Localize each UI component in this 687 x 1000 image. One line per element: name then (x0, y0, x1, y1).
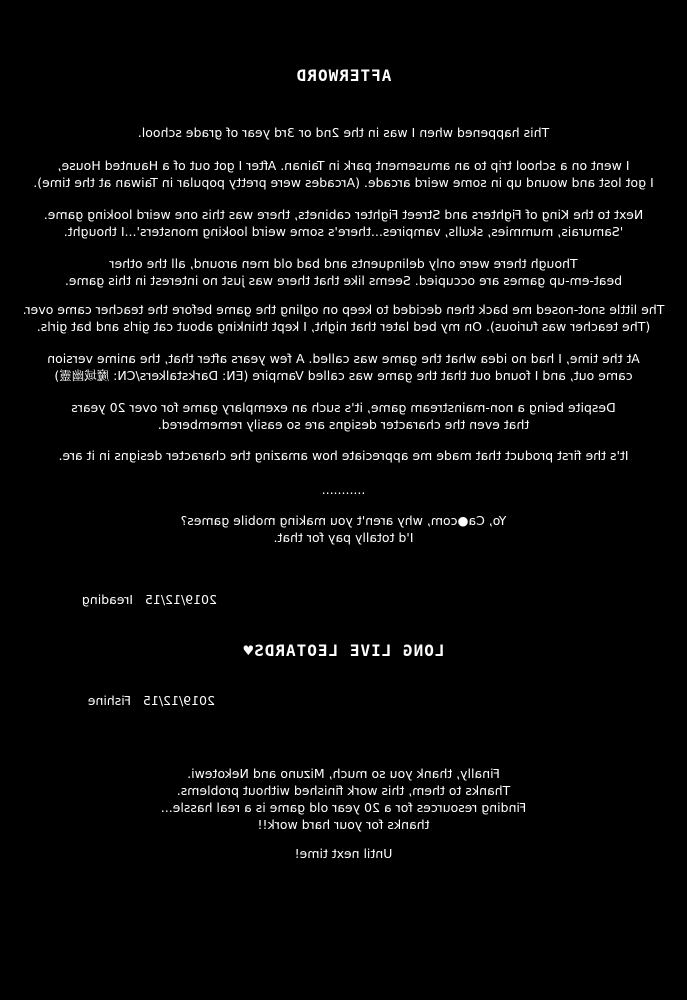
afterword-paragraph-7: Despite being a non-mainstream game, it's such an exemplary game for over 20 years that even the character designs are so easily remembered. (71, 400, 616, 432)
afterword-title: AFTERWORD (295, 66, 392, 85)
afterword-paragraph-6: At the time, I had no idea what the game was called. A few years after that, the anime version came out, and I found out that the game was called Vampire (EN: Darkstalkers/CN: 魔域幽靈) (47, 351, 640, 383)
thanks-paragraph: Finally, thank you so much, Mizuno and Nekotewi. Thanks to them, this work finished without problems. Finding resources for a 20 year old game is a real hassle... thanks for your hard work!! (160, 766, 527, 832)
leotards-title: LONG LIVE LEOTARDS♥ (242, 641, 445, 660)
afterword-paragraph-3: Next to the King of Fighters and Street Fighter cabinets, there was this one weird looking game. 'Samurais, mummies, skulls, vampires...there's some weird looking monsters'...I thought. (43, 207, 644, 239)
fishine-signature: 2019/12/15 Fishine (87, 693, 215, 708)
ireading-signature: 2019/12/15 Ireading (81, 592, 217, 607)
afterword-ellipsis: ........... (321, 482, 366, 497)
afterword-paragraph-2: I went on a school trip to an amusement park in Tainan. After I got out of a Haunted House, I got lost and wound up in some weird arcade. (Arcades were pretty popular in Taiwan at the time). (33, 158, 654, 190)
until-next-time: Until next time! (294, 846, 393, 861)
afterword-paragraph-9: Yo, Ca●com, why aren't you making mobile games? I'd totally pay for that. (180, 513, 507, 545)
afterword-paragraph-4: Though there were only delinquents and bad old men around, all the other beat-em-up games are occupied. Seems like that there was just no interest in this game. (64, 256, 623, 288)
afterword-paragraph-8: It's the first product that made me appreciate how amazing the character designs in it are. (58, 448, 629, 463)
afterword-paragraph-5: The little snot-nosed me back then decided to keep on ogling the game before the teacher came over. (The teacher was furious). On my bed later that night, I kept thinking about cat girls and bat girls. (22, 302, 665, 334)
afterword-paragraph-1: This happened when I was in the 2nd or 3rd year of grade school. (137, 125, 550, 140)
